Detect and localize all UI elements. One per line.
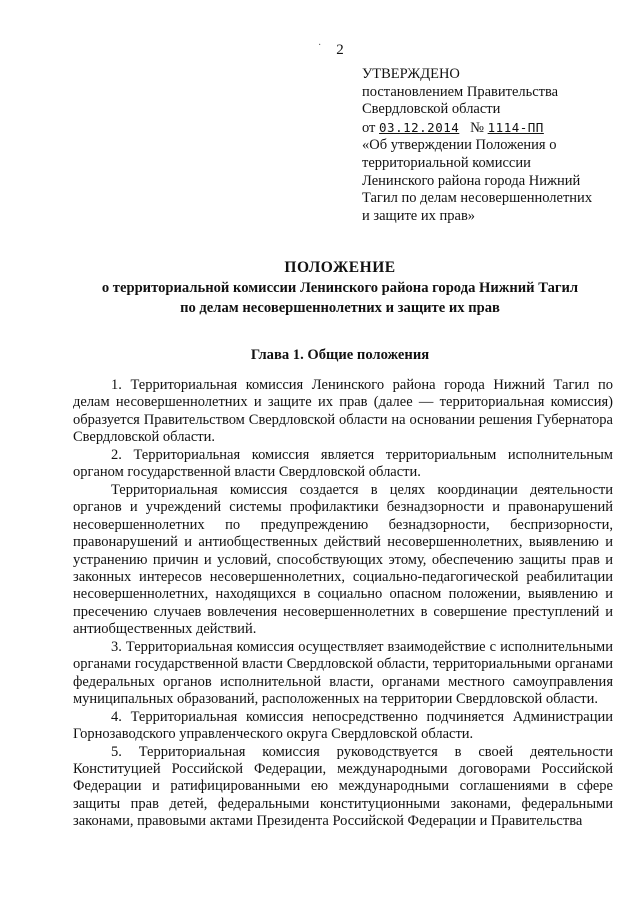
paragraph: 1. Территориальная комиссия Ленинского района города Нижний Тагил по делам несовершеннолетних и защите их прав (далее — территориальная комиссия) образуется Правительством Свердловской области на основании решения Губернатора Свердловской области. — [73, 377, 613, 446]
handwritten-date: 03.12.2014 — [379, 119, 460, 135]
paragraph: 5. Территориальная комиссия руководствуется в своей деятельности Конституцией Российской Федерации, международными договорами Российской Федерации и ратифицированными ею международными соглашениями в сфере защиты прав детей, федеральными конституционными законами, федеральными законами, правовыми актами Президента Российской Федерации и Правительства — [73, 743, 613, 830]
approval-title-line: «Об утверждении Положения о — [362, 137, 557, 154]
date-prefix: от — [362, 119, 376, 136]
paragraph: 2. Территориальная комиссия является территориальным исполнительным органом государственной власти Свердловской области. — [73, 446, 613, 481]
document-title: ПОЛОЖЕНИЕ — [284, 259, 396, 276]
approval-date-line — [362, 119, 624, 138]
handwritten-number: 1114-ПП — [487, 119, 544, 135]
approval-line: постановлением Правительства — [362, 83, 559, 100]
number-prefix: № — [470, 119, 485, 136]
paragraph: 3. Территориальная комиссия осуществляет взаимодействие с исполнительными органами государственной власти Свердловской области, территориальными органами федеральных органов исполнительной власти, органами местного самоуправления муниципальных образований, расположенных на территории Свердловской области. — [73, 638, 613, 708]
paragraph: 4. Территориальная комиссия непосредственно подчиняется Администрации Горнозаводского управленческого округа Свердловской области. — [73, 708, 613, 743]
approval-line: Свердловской области — [362, 101, 501, 118]
document-body — [73, 377, 613, 831]
scan-dot: · — [318, 40, 322, 51]
document-subtitle-line: по делам несовершеннолетних и защите их прав — [180, 300, 500, 316]
paragraph: Территориальная комиссия создается в целях координации деятельности органов и учреждений системы профилактики безнадзорности и правонарушений несовершеннолетних по предупреждению безнадзорности, беспризорности, правонарушений и антиобщественных действий несовершеннолетних, выявлению и устранению причин и условий, способствующих этому, обеспечению защиты прав и законных интересов несовершеннолетних, социально-педагогической реабилитации несовершеннолетних, находящихся в социально опасном положении, выявлению и пресечению случаев вовлечения несовершеннолетних в совершение преступлений и антиобщественных действий. — [73, 481, 613, 638]
approved-label: УТВЕРЖДЕНО — [362, 66, 460, 82]
document-title-block — [62, 258, 618, 318]
approval-title-line: территориальной комиссии — [362, 154, 531, 171]
approval-stamp — [362, 66, 624, 225]
chapter-heading: Глава 1. Общие положения — [250, 347, 430, 363]
approval-title-line: Ленинского района города Нижний — [362, 172, 581, 189]
page-number: 2 — [336, 42, 344, 58]
document-subtitle-line: о территориальной комиссии Ленинского района города Нижний Тагил — [101, 280, 579, 296]
approval-title-line: и защите их прав» — [362, 207, 476, 224]
approval-title-line: Тагил по делам несовершеннолетних — [362, 190, 593, 207]
